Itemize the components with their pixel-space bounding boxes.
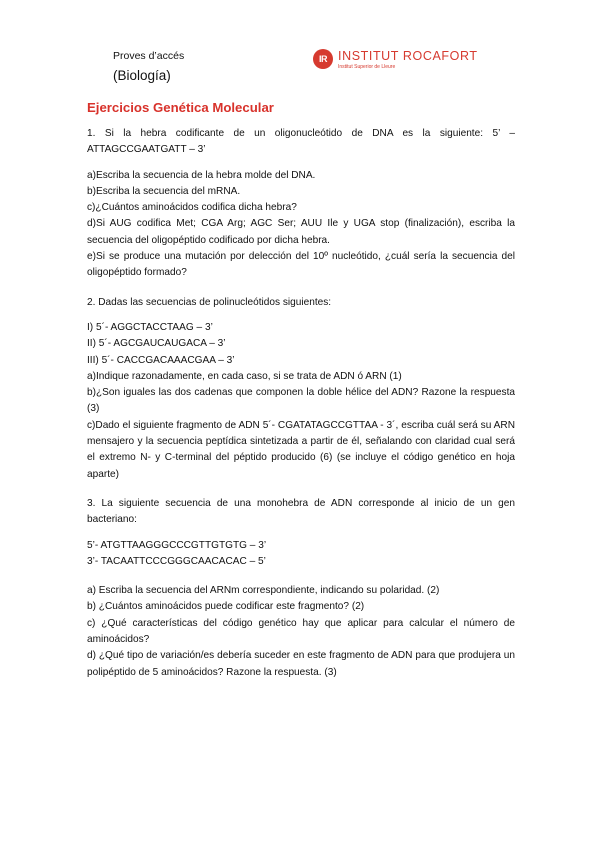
question-2-item-c: c)Dado el siguiente fragmento de ADN 5´- CGATATAGCCGTTAA - 3´, escriba cuál será su ARN mensajero y la secuencia peptídica sintetizada a partir de él, señalando con claridad cual será el extremo N- y C-terminal del péptido producido (6) (se incluye el código genético en hoja aparte) (87, 419, 515, 480)
question-1 (87, 126, 515, 282)
header-subject: (Biología) (113, 68, 171, 83)
exercise-content (87, 99, 515, 681)
logo-badge-icon: IR (313, 49, 333, 69)
logo-name: INSTITUT ROCAFORT (338, 49, 478, 63)
question-1-item-c: c)¿Cuántos aminoácidos codifica dicha hebra? (87, 202, 297, 214)
question-3-sequence-2: 3’- TACAATTCCCGGGCAACACAC – 5’ (87, 555, 266, 567)
question-2-item-a: a)Indique razonadamente, en cada caso, si se trata de ADN ó ARN (1) (87, 370, 402, 382)
question-3-item-b: b) ¿Cuántos aminoácidos puede codificar este fragmento? (2) (87, 601, 365, 613)
question-3-item-a: a) Escriba la secuencia del ARNm correspondiente, indicando su polaridad. (2) (87, 585, 440, 597)
question-2 (87, 295, 515, 483)
question-1-item-a: a)Escriba la secuencia de la hebra molde del DNA. (87, 169, 316, 181)
question-3-item-d: d) ¿Qué tipo de variación/es debería suceder en este fragmento de ADN para que produjera un polipéptido de 5 aminoácidos? Razone la respuesta. (3) (87, 650, 515, 678)
question-1-item-d: d)Si AUG codifica Met; CGA Arg; AGC Ser; AUU Ile y UGA stop (finalización), escriba la secuencia del oligopéptido codificado por dicha hebra. (87, 218, 515, 246)
logo-text (338, 49, 478, 71)
header-title: Proves d’accés (113, 50, 185, 62)
question-2-sequence-2: II) 5´- AGCGAUCAUGACA – 3’ (87, 338, 226, 350)
section-title: Ejercicios Genética Molecular (87, 100, 274, 115)
question-2-item-b: b)¿Son iguales las dos cadenas que componen la doble hélice del ADN? Razone la respuesta (3) (87, 387, 515, 415)
question-1-statement: 1. Si la hebra codificante de un oligonucleótido de DNA es la siguiente: 5’ – ATTAGCCGAATGATT – 3’ (87, 128, 515, 156)
question-3 (87, 496, 515, 681)
logo-tagline: Institut Superior de Lleure (338, 64, 396, 70)
question-2-statement: 2. Dadas las secuencias de polinucleótidos siguientes: (87, 296, 332, 308)
question-3-sequence-1: 5’- ATGTTAAGGGCCCGTTGTGTG – 3’ (87, 539, 267, 551)
spacer (87, 570, 515, 583)
question-3-item-c: c) ¿Qué características del código genético hay que aplicar para calcular el número de aminoácidos? (87, 617, 515, 646)
question-1-item-b: b)Escriba la secuencia del mRNA. (87, 185, 241, 197)
question-3-statement: 3. La siguiente secuencia de una monohebra de ADN corresponde al inicio de un gen bacteriano: (87, 497, 515, 526)
spacer (87, 282, 515, 295)
header-block (113, 50, 184, 84)
question-2-sequence-3: III) 5´- CACCGACAAACGAA – 3’ (87, 354, 235, 366)
spacer (87, 483, 515, 496)
question-1-item-e: e)Si se produce una mutación por delección del 10º nucleótido, ¿cuál sería la secuencia del oligopéptido formado? (87, 251, 515, 279)
institute-logo (313, 49, 478, 71)
question-2-sequence-1: I) 5´- AGGCTACCTAAG – 3’ (87, 321, 213, 333)
